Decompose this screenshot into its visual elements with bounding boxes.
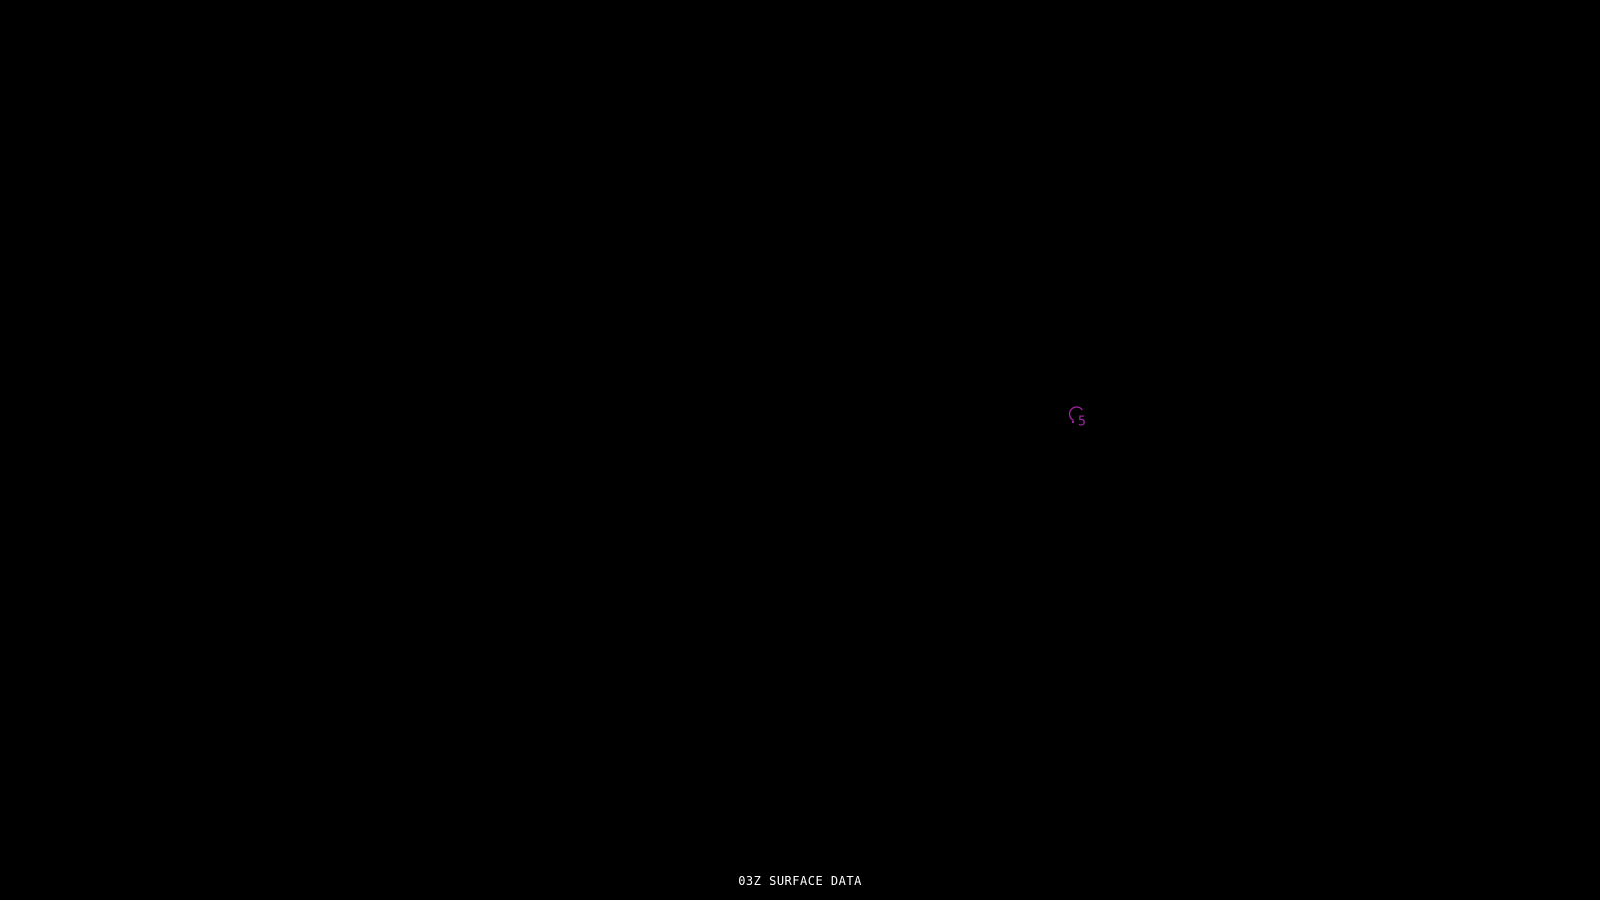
plot-title: 03Z SURFACE DATA bbox=[738, 874, 862, 888]
station-plot bbox=[1064, 402, 1090, 432]
station-value-label: 5 bbox=[1078, 414, 1086, 430]
station-dot-icon bbox=[1072, 421, 1074, 423]
